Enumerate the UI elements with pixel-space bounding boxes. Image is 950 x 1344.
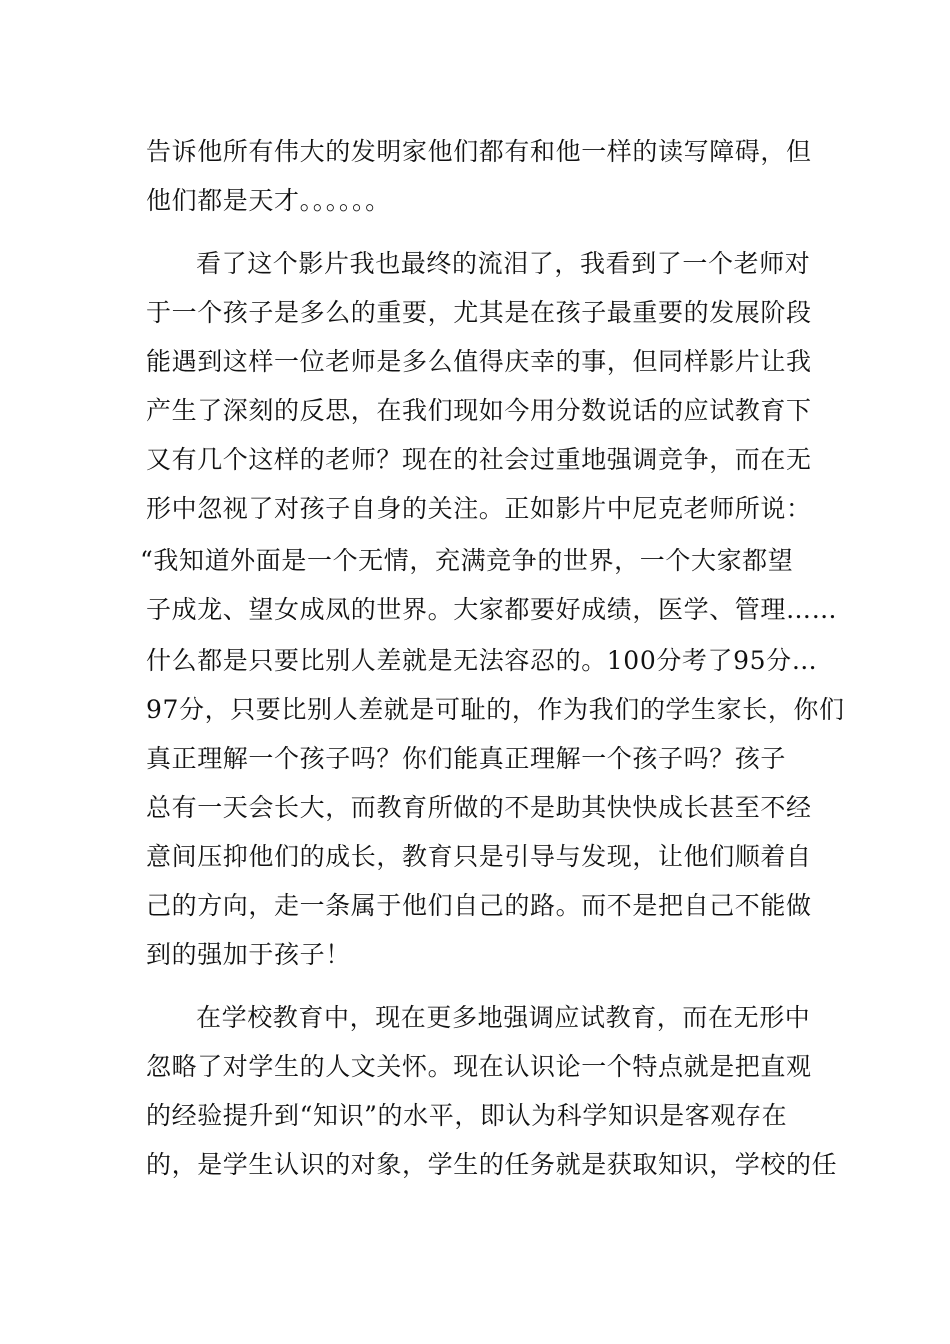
text-line: 真正理解一个孩子吗？你们能真正理解一个孩子吗？孩子 (146, 744, 787, 773)
paragraph-first-line: 看了这个影片我也最终的流泪了，我看到了一个老师对 (196, 249, 811, 278)
text-line: 到的强加于孩子！ (146, 940, 351, 969)
text-line: 忽略了对学生的人文关怀。现在认识论一个特点就是把直观 (146, 1052, 812, 1081)
text-line: 子成龙、望女成凤的世界。大家都要好成绩，医学、管理…… (146, 595, 838, 624)
text-line: 形中忽视了对孩子自身的关注。正如影片中尼克老师所说： (146, 494, 812, 523)
text-line: 己的方向，走一条属于他们自己的路。而不是把自己不能做 (146, 891, 812, 920)
text-line: 他们都是天才。。。。。。 (146, 186, 391, 215)
text-line: 能遇到这样一位老师是多么值得庆幸的事，但同样影片让我 (146, 347, 812, 376)
text-line: 的经验提升到“知识”的水平，即认为科学知识是客观存在 (146, 1101, 788, 1130)
text-line: 什么都是只要比别人差就是无法容忍的。100分考了95分… (146, 646, 818, 675)
paragraph-first-line: 在学校教育中，现在更多地强调应试教育，而在无形中 (196, 1003, 811, 1032)
text-line: 意间压抑他们的成长，教育只是引导与发现，让他们顺着自 (146, 842, 812, 871)
text-line: 总有一天会长大，而教育所做的不是助其快快成长甚至不经 (146, 793, 812, 822)
text-line: 告诉他所有伟大的发明家他们都有和他一样的读写障碍，但 (146, 137, 812, 166)
text-line: 的，是学生认识的对象，学生的任务就是获取知识，学校的任 (146, 1150, 838, 1179)
text-line: 又有几个这样的老师？现在的社会过重地强调竞争，而在无 (146, 445, 812, 474)
text-line: 于一个孩子是多么的重要，尤其是在孩子最重要的发展阶段 (146, 298, 812, 327)
text-line: 产生了深刻的反思，在我们现如今用分数说话的应试教育下 (146, 396, 812, 425)
text-line: 97分，只要比别人差就是可耻的，作为我们的学生家长，你们 (146, 695, 845, 724)
text-line: “我知道外面是一个无情，充满竞争的世界，一个大家都望 (140, 546, 794, 575)
